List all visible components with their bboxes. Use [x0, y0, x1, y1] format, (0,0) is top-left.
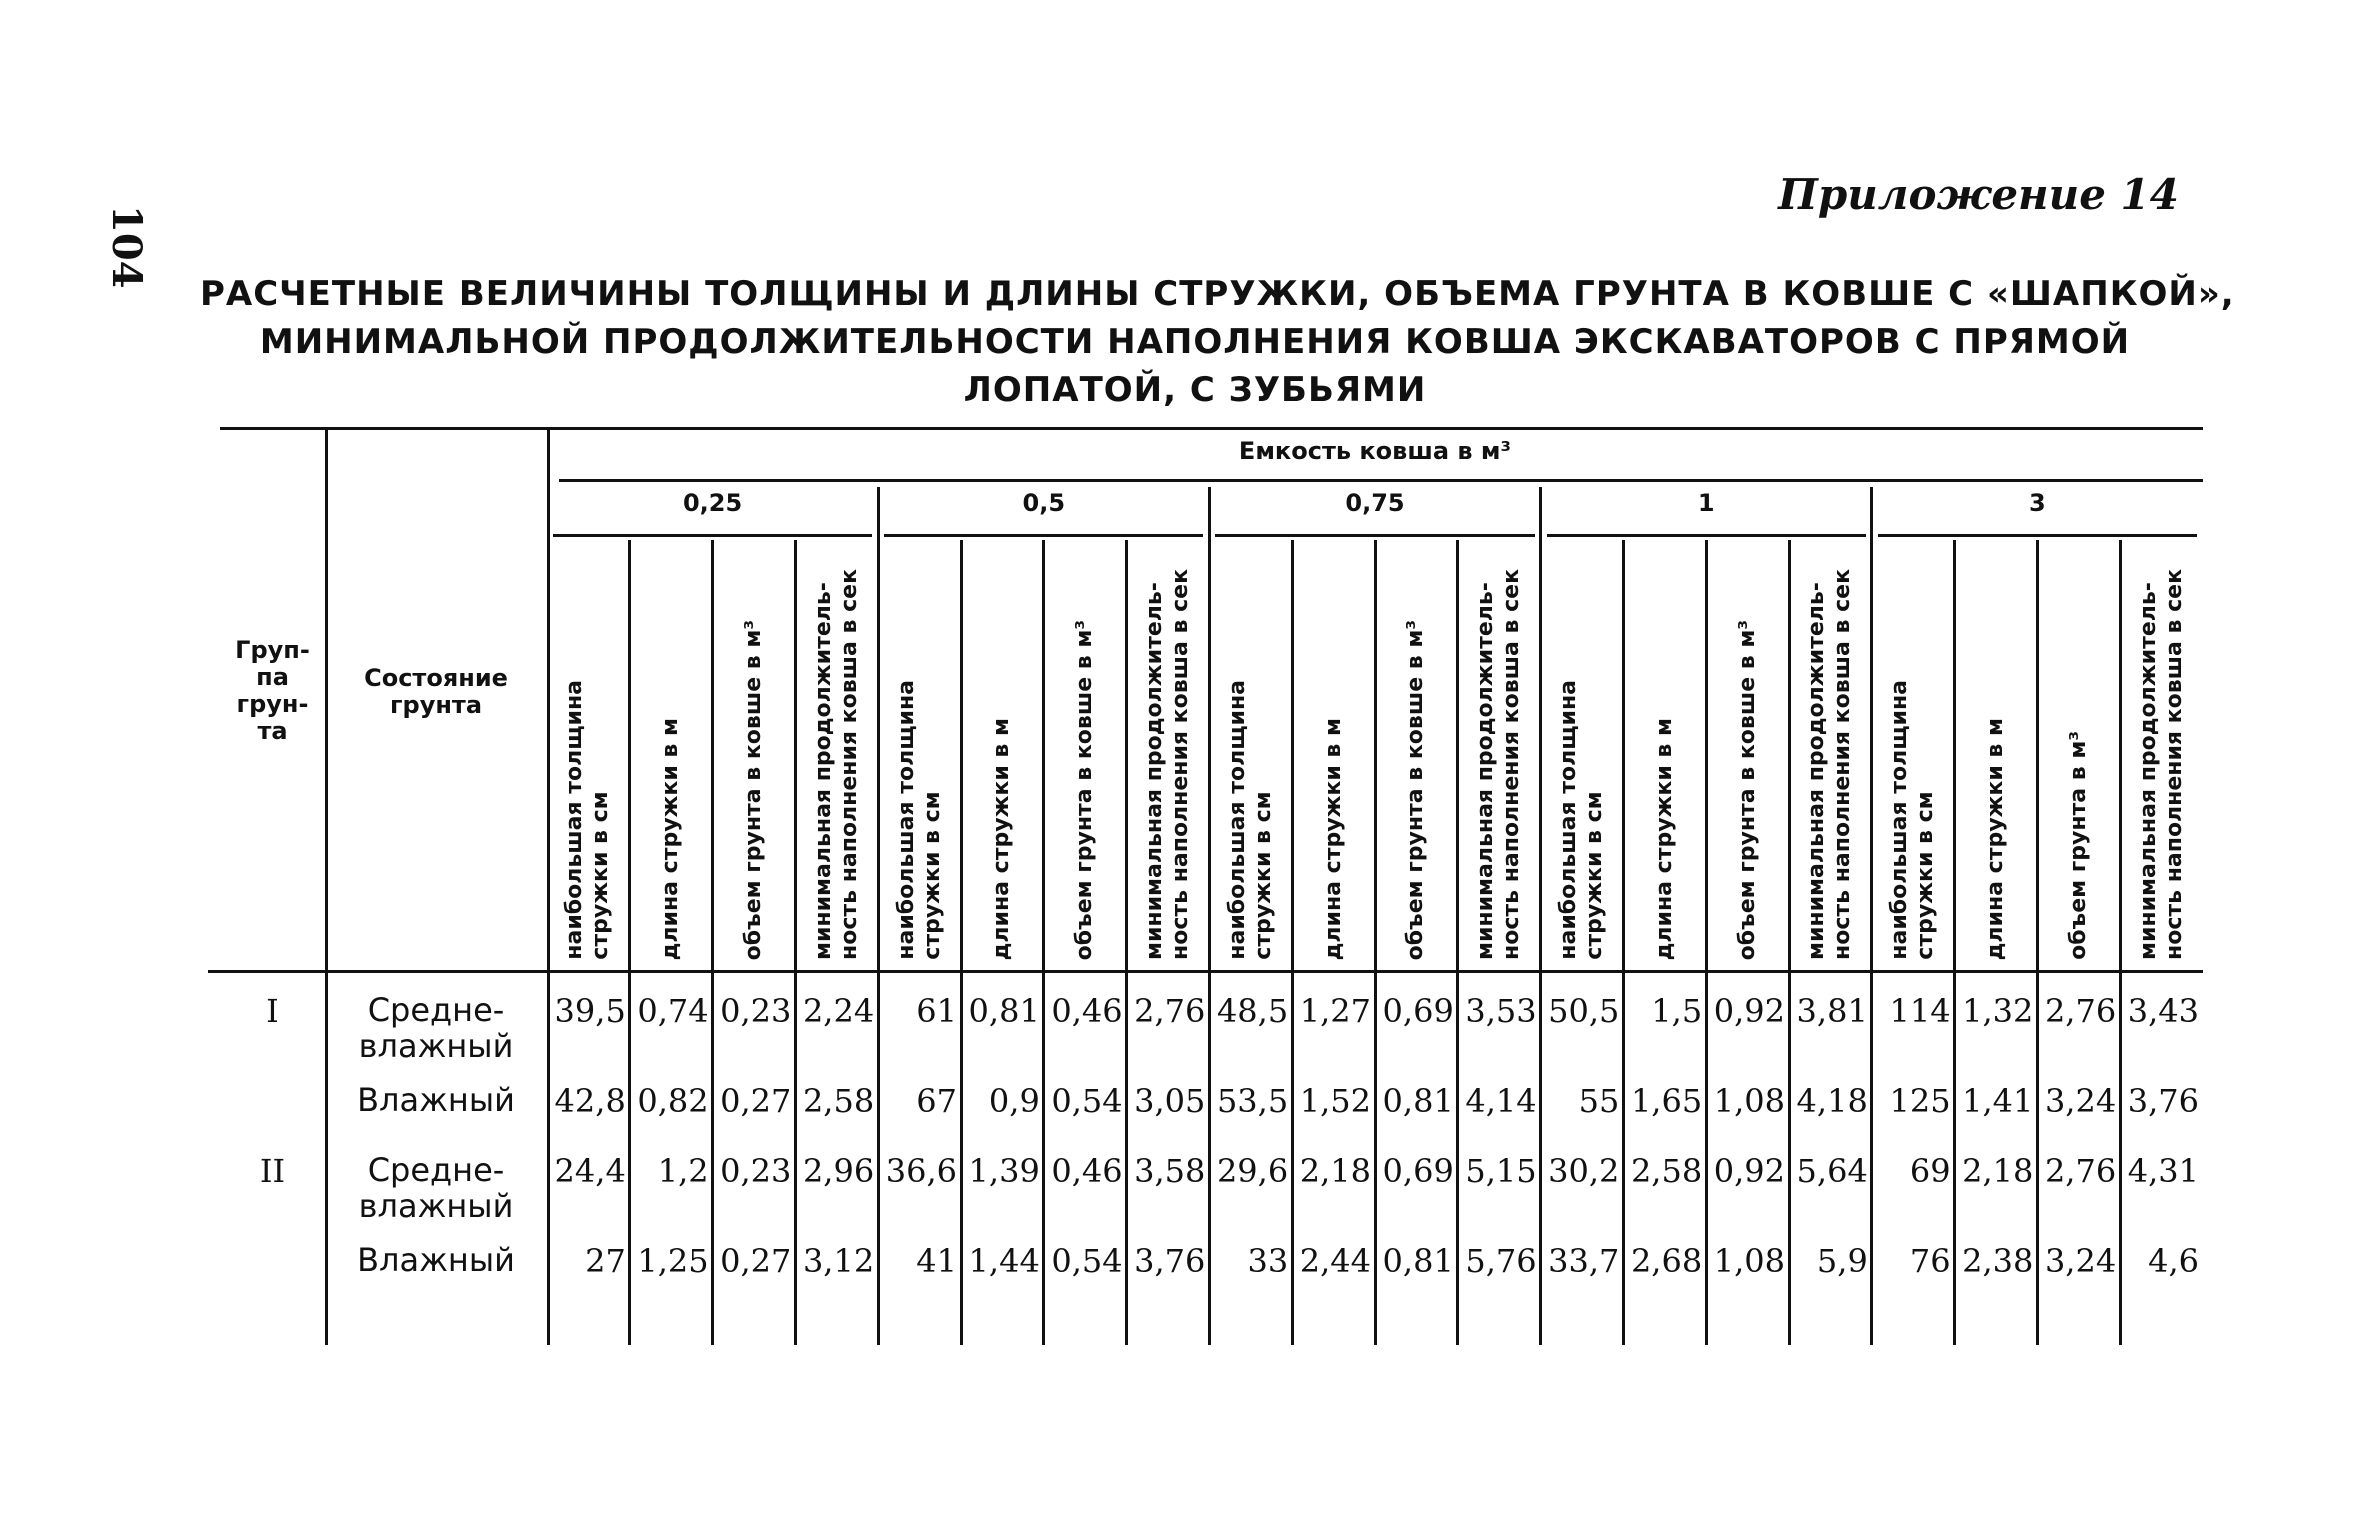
subcolumn-header-label: наибольшая толщина стружки в см [893, 680, 945, 960]
capacity-group-divider [877, 487, 880, 1345]
table-cell: 3,58 [1134, 1152, 1206, 1190]
subcolumn-header [1461, 544, 1538, 960]
table-cell: 0,82 [637, 1082, 709, 1120]
table-cell: 0,54 [1051, 1242, 1123, 1280]
subcolumn-header-label: наибольшая толщина стружки в см [562, 680, 614, 960]
table-cell: 30,2 [1548, 1152, 1620, 1190]
table-cell: 1,5 [1651, 992, 1703, 1030]
subcolumn-header-label: минимальная продолжитель- ность наполнения ковша в сек [2135, 569, 2187, 960]
capacity-group-divider [1870, 487, 1873, 1345]
subcolumn-header [1709, 544, 1786, 960]
subcolumn-divider [1456, 540, 1459, 1345]
subcolumn-header [1378, 544, 1455, 960]
capacity-group-divider [1208, 487, 1211, 1345]
table-cell: 53,5 [1216, 1082, 1289, 1120]
table-cell: 4,14 [1465, 1082, 1537, 1120]
table-cell: 114 [1889, 992, 1951, 1030]
table-cell: 3,43 [2127, 992, 2199, 1030]
subcolumn-header [798, 544, 875, 960]
capacity-group-rule [1215, 534, 1534, 537]
table-cell: 3,81 [1796, 992, 1868, 1030]
subcolumn-divider [1705, 540, 1708, 1345]
table-cell: 3,76 [1134, 1242, 1206, 1280]
appendix-label: Приложение 14 [1778, 170, 2179, 219]
subcolumn-header [1295, 544, 1372, 960]
table-cell: 24,4 [554, 1152, 626, 1190]
table-cell: 0,81 [968, 992, 1040, 1030]
capacity-group-divider [1539, 487, 1542, 1345]
soil-group: I [266, 992, 279, 1030]
capacity-value: 0,25 [682, 489, 743, 517]
state-header: Состояние грунта [364, 664, 508, 719]
group-header: Груп- па грун- та [235, 636, 310, 745]
capacity-rule [559, 479, 2203, 482]
table-cell: 3,12 [802, 1242, 875, 1280]
capacity-group-rule [1878, 534, 2197, 537]
subcolumn-header-label: минимальная продолжитель- ность наполнения ковша в сек [1141, 569, 1193, 960]
table-cell: 2,18 [1962, 1152, 2034, 1190]
table-cell: 39,5 [554, 992, 626, 1030]
table-cell: 2,68 [1630, 1242, 1703, 1280]
subcolumn-header-label: наибольшая толщина стружки в см [1224, 680, 1276, 960]
table-cell: 0,54 [1051, 1082, 1123, 1120]
table-cell: 3,76 [2127, 1082, 2199, 1120]
capacity-value: 1 [1697, 489, 1715, 517]
table-cell: 4,6 [2148, 1242, 2199, 1280]
subcolumn-header [2040, 544, 2117, 960]
capacity-value: 0,5 [1022, 489, 1066, 517]
table-cell: 0,46 [1051, 1152, 1123, 1190]
table-cell: 0,74 [637, 992, 709, 1030]
table-cell: 2,76 [2044, 1152, 2117, 1190]
subcolumn-header-label: объем грунта в ковше в м³ [740, 619, 766, 960]
table-cell: 0,9 [988, 1082, 1040, 1120]
soil-state: Влажный [357, 1241, 515, 1279]
soil-group: II [259, 1152, 286, 1190]
table-cell: 33,7 [1548, 1242, 1620, 1280]
table-cell: 1,65 [1630, 1082, 1703, 1120]
page-number: 104 [103, 205, 150, 289]
table-cell: 48,5 [1216, 992, 1289, 1030]
header-bottom-rule [208, 970, 2203, 973]
subcolumn-divider [794, 540, 797, 1345]
subcolumn-header-label: длина стружки в м [658, 717, 684, 960]
subcolumn-divider [960, 540, 963, 1345]
subcolumn-header-label: минимальная продолжитель- ность наполнения ковша в сек [810, 569, 862, 960]
table-cell: 0,92 [1713, 1152, 1785, 1190]
subcolumn-divider [1788, 540, 1791, 1345]
subcolumn-header-label: длина стружки в м [1982, 717, 2008, 960]
subcolumn-header-label: минимальная продолжитель- ность наполнения ковша в сек [1804, 569, 1856, 960]
capacity-value: 0,75 [1345, 489, 1405, 517]
capacity-header: Емкость ковша в м³ [1238, 437, 1512, 465]
table-cell: 0,23 [720, 1152, 792, 1190]
table-cell: 2,38 [1962, 1242, 2034, 1280]
subcolumn-header-label: длина стружки в м [1320, 717, 1346, 960]
table-cell: 3,24 [2044, 1082, 2117, 1120]
subcolumn-divider [1953, 540, 1956, 1345]
soil-state: Средне- влажный [358, 1151, 514, 1225]
table-top-rule [220, 427, 2203, 430]
subcolumn-divider [1622, 540, 1625, 1345]
subcolumn-header-label: наибольшая толщина стружки в см [1555, 680, 1607, 960]
subcolumn-header [964, 544, 1041, 960]
table-cell: 2,58 [1630, 1152, 1703, 1190]
title-line-3: ЛОПАТОЙ, С ЗУБЬЯМИ [963, 370, 1427, 410]
table-cell: 4,18 [1796, 1082, 1868, 1120]
table-cell: 41 [916, 1242, 957, 1280]
table-cell: 1,25 [637, 1242, 709, 1280]
table-cell: 2,44 [1299, 1242, 1371, 1280]
subcolumn-divider [711, 540, 714, 1345]
subcolumn-header [881, 544, 958, 960]
table-cell: 29,6 [1216, 1152, 1289, 1190]
subcolumn-header [1875, 544, 1952, 960]
table-cell: 1,52 [1299, 1082, 1371, 1120]
table-cell: 0,69 [1382, 1152, 1454, 1190]
table-cell: 42,8 [554, 1082, 626, 1120]
table-cell: 36,6 [885, 1152, 957, 1190]
subcolumn-header [1130, 544, 1207, 960]
table-cell: 5,15 [1465, 1152, 1537, 1190]
subcolumn-divider [2036, 540, 2039, 1345]
table-cell: 27 [585, 1242, 626, 1280]
table-cell: 0,27 [720, 1242, 792, 1280]
table-cell: 3,53 [1465, 992, 1537, 1030]
subcolumn-divider [1374, 540, 1377, 1345]
soil-state: Средне- влажный [358, 991, 514, 1065]
table-cell: 2,76 [2044, 992, 2117, 1030]
subcolumn-header-label: длина стружки в м [1651, 717, 1677, 960]
table-cell: 76 [1909, 1242, 1951, 1280]
subcolumn-header [550, 544, 627, 960]
capacity-value: 3 [2029, 489, 2046, 517]
table-cell: 2,96 [802, 1152, 875, 1190]
table-cell: 5,76 [1465, 1242, 1537, 1280]
subcolumn-header [633, 544, 710, 960]
capacity-group-rule [1547, 534, 1866, 537]
table-cell: 4,31 [2127, 1152, 2199, 1190]
subcolumn-header-label: объем грунта в ковше в м³ [1403, 619, 1429, 960]
table-cell: 2,24 [802, 992, 875, 1030]
table-cell: 1,44 [968, 1242, 1040, 1280]
table-cell: 1,39 [968, 1152, 1040, 1190]
capacity-group-rule [884, 534, 1203, 537]
subcolumn-header [716, 544, 793, 960]
table-cell: 2,18 [1299, 1152, 1371, 1190]
data-table [220, 427, 2203, 1347]
subcolumn-divider [1125, 540, 1128, 1345]
table-cell: 1,32 [1962, 992, 2034, 1030]
subcolumn-header-label: объем грунта в м³ [2065, 731, 2091, 960]
table-cell: 0,46 [1051, 992, 1123, 1030]
subcolumn-header [1047, 544, 1124, 960]
subcolumn-header-label: объем грунта в ковше в м³ [1072, 619, 1098, 960]
table-cell: 69 [1909, 1152, 1951, 1190]
table-cell: 5,9 [1816, 1242, 1868, 1280]
table-cell: 1,27 [1299, 992, 1371, 1030]
subcolumn-header [1544, 544, 1621, 960]
soil-state: Влажный [357, 1081, 515, 1119]
subcolumn-header-label: минимальная продолжитель- ность наполнения ковша в сек [1473, 569, 1525, 960]
table-cell: 3,24 [2044, 1242, 2117, 1280]
table-cell: 0,92 [1713, 992, 1785, 1030]
subcolumn-header [1212, 544, 1289, 960]
title-line-2: МИНИМАЛЬНОЙ ПРОДОЛЖИТЕЛЬНОСТИ НАПОЛНЕНИЯ КОВША ЭКСКАВАТОРОВ С ПРЯМОЙ [259, 322, 2131, 362]
table-cell: 67 [916, 1082, 957, 1120]
table-cell: 125 [1889, 1082, 1951, 1120]
table-cell: 0,69 [1382, 992, 1454, 1030]
subcolumn-divider [1042, 540, 1045, 1345]
table-cell: 1,08 [1713, 1242, 1785, 1280]
table-cell: 1,2 [657, 1152, 709, 1190]
subcolumn-header [1626, 544, 1703, 960]
subcolumn-divider [628, 540, 631, 1345]
table-cell: 0,81 [1382, 1242, 1454, 1280]
table-cell: 5,64 [1796, 1152, 1868, 1190]
subcolumn-header-label: объем грунта в ковше в м³ [1734, 619, 1760, 960]
table-cell: 0,27 [720, 1082, 792, 1120]
table-cell: 55 [1578, 1082, 1620, 1120]
subcolumn-header [1792, 544, 1869, 960]
table-cell: 0,23 [720, 992, 792, 1030]
table-cell: 2,76 [1134, 992, 1206, 1030]
table-cell: 2,58 [802, 1082, 875, 1120]
title-line-1: РАСЧЕТНЫЕ ВЕЛИЧИНЫ ТОЛЩИНЫ И ДЛИНЫ СТРУЖКИ, ОБЪЕМА ГРУНТА В КОВШЕ С «ШАПКОЙ», [200, 274, 2235, 314]
table-cell: 1,08 [1713, 1082, 1785, 1120]
subcolumn-header-label: длина стружки в м [989, 717, 1015, 960]
table-cell: 3,05 [1134, 1082, 1206, 1120]
page-title [200, 270, 2235, 414]
table-cell: 50,5 [1548, 992, 1620, 1030]
subcolumn-header [2123, 544, 2200, 960]
subcolumn-divider [2119, 540, 2122, 1345]
subcolumn-header [1958, 544, 2035, 960]
table-cell: 61 [916, 992, 957, 1030]
table-cell: 1,41 [1962, 1082, 2034, 1120]
table-cell: 0,81 [1382, 1082, 1454, 1120]
capacity-group-rule [553, 534, 872, 537]
subcolumn-header-label: наибольшая толщина стружки в см [1887, 680, 1939, 960]
subcolumn-divider [1291, 540, 1294, 1345]
table-cell: 33 [1247, 1242, 1289, 1280]
